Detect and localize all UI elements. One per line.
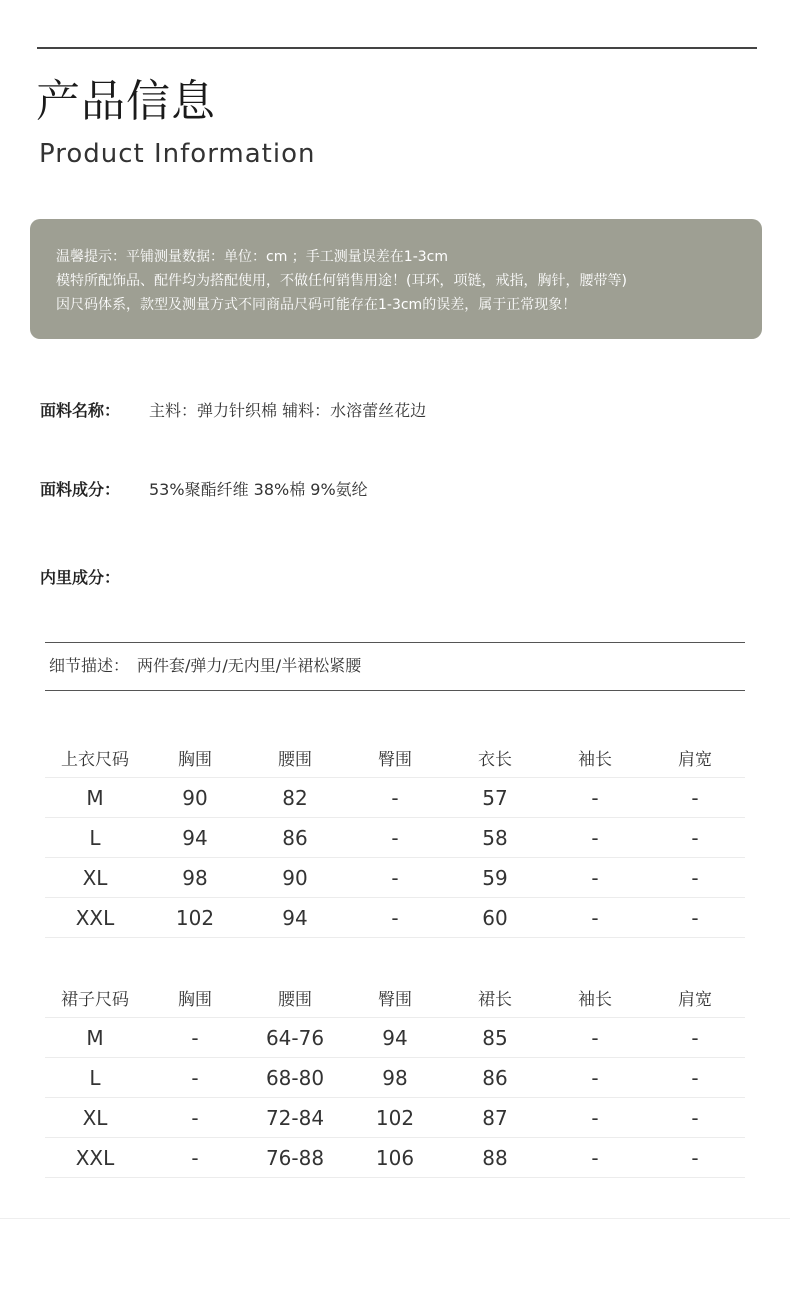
detail-value: 两件套/弹力/无内里/半裙松紧腰 [137, 656, 362, 675]
table-cell: 87 [445, 1098, 545, 1138]
top-divider [37, 47, 757, 49]
table-cell: - [545, 898, 645, 938]
table-cell: M [45, 1018, 145, 1058]
table-cell: M [45, 778, 145, 818]
table-cell: - [645, 1018, 745, 1058]
column-header: 袖长 [545, 738, 645, 778]
column-header: 胸围 [145, 738, 245, 778]
detail-row [49, 655, 361, 677]
table-cell: 59 [445, 858, 545, 898]
detail-top-divider [45, 642, 745, 643]
table-cell: - [645, 1098, 745, 1138]
skirt-size-table [45, 978, 745, 1178]
table-row [45, 1098, 745, 1138]
table-cell: 90 [145, 778, 245, 818]
table-cell: - [145, 1018, 245, 1058]
column-header: 衣长 [445, 738, 545, 778]
table-cell: - [145, 1098, 245, 1138]
table-cell: - [645, 1138, 745, 1178]
table-header-row [45, 978, 745, 1018]
table-cell: 86 [245, 818, 345, 858]
bottom-divider [0, 1218, 790, 1219]
column-header: 裙长 [445, 978, 545, 1018]
table-cell: 68-80 [245, 1058, 345, 1098]
table-row [45, 818, 745, 858]
table-cell: 102 [145, 898, 245, 938]
table-cell: - [345, 898, 445, 938]
column-header: 肩宽 [645, 978, 745, 1018]
table-cell: - [145, 1058, 245, 1098]
table-cell: - [345, 778, 445, 818]
fabric-name-label: 面料名称： [40, 401, 121, 420]
table-row [45, 898, 745, 938]
column-header: 臀围 [345, 978, 445, 1018]
table-cell: - [645, 818, 745, 858]
table-cell: - [645, 1058, 745, 1098]
notice-box [30, 219, 762, 339]
table-cell: 94 [145, 818, 245, 858]
table-cell: XXL [45, 898, 145, 938]
table-cell: 64-76 [245, 1018, 345, 1058]
table-cell: 60 [445, 898, 545, 938]
table-cell: 88 [445, 1138, 545, 1178]
table-cell: 57 [445, 778, 545, 818]
table-cell: 58 [445, 818, 545, 858]
lining-label: 内里成分： [40, 568, 121, 587]
table-row [45, 778, 745, 818]
table-cell: XL [45, 1098, 145, 1138]
table-row [45, 1018, 745, 1058]
table-cell: 94 [245, 898, 345, 938]
table-cell: - [145, 1138, 245, 1178]
column-header: 肩宽 [645, 738, 745, 778]
table-cell: L [45, 818, 145, 858]
table-cell: - [545, 818, 645, 858]
page-subtitle: Product Information [39, 139, 316, 169]
fabric-composition-value: 53%聚酯纤维 38%棉 9%氨纶 [149, 480, 368, 499]
top-size-table [45, 738, 745, 938]
page-title: 产品信息 [36, 76, 216, 127]
table-cell: 98 [145, 858, 245, 898]
table-cell: XL [45, 858, 145, 898]
fabric-composition-row [40, 479, 368, 501]
table-cell: - [645, 778, 745, 818]
table-cell: - [545, 1138, 645, 1178]
table-row [45, 1058, 745, 1098]
lining-row [40, 567, 149, 589]
table-cell: 90 [245, 858, 345, 898]
table-cell: 72-84 [245, 1098, 345, 1138]
table-cell: - [345, 858, 445, 898]
table-cell: - [645, 858, 745, 898]
fabric-name-value: 主料：弹力针织棉 辅料：水溶蕾丝花边 [149, 401, 427, 420]
table-cell: - [545, 858, 645, 898]
detail-bottom-divider [45, 690, 745, 691]
table-cell: L [45, 1058, 145, 1098]
table-cell: 76-88 [245, 1138, 345, 1178]
table-cell: 86 [445, 1058, 545, 1098]
table-cell: 106 [345, 1138, 445, 1178]
notice-line: 模特所配饰品、配件均为搭配使用，不做任何销售用途！(耳环，项链，戒指，胸针，腰带等) [56, 273, 627, 289]
table-cell: 102 [345, 1098, 445, 1138]
table-row [45, 1138, 745, 1178]
column-header: 袖长 [545, 978, 645, 1018]
table-header-row [45, 738, 745, 778]
column-header: 腰围 [245, 978, 345, 1018]
table-cell: - [545, 1018, 645, 1058]
table-cell: 94 [345, 1018, 445, 1058]
table-cell: - [545, 1058, 645, 1098]
table-cell: - [345, 818, 445, 858]
notice-line: 温馨提示：平铺测量数据：单位：cm ；手工测量误差在1-3cm [56, 249, 448, 265]
table-cell: XXL [45, 1138, 145, 1178]
fabric-name-row [40, 400, 426, 422]
column-header: 臀围 [345, 738, 445, 778]
notice-line: 因尺码体系，款型及测量方式不同商品尺码可能存在1-3cm的误差，属于正常现象！ [56, 297, 577, 313]
table-cell: 82 [245, 778, 345, 818]
fabric-composition-label: 面料成分： [40, 480, 121, 499]
table-cell: - [545, 778, 645, 818]
table-cell: 98 [345, 1058, 445, 1098]
column-header: 胸围 [145, 978, 245, 1018]
table-row [45, 858, 745, 898]
column-header: 上衣尺码 [45, 738, 145, 778]
table-cell: 85 [445, 1018, 545, 1058]
column-header: 腰围 [245, 738, 345, 778]
detail-label: 细节描述： [49, 656, 130, 675]
column-header: 裙子尺码 [45, 978, 145, 1018]
table-cell: - [545, 1098, 645, 1138]
table-cell: - [645, 898, 745, 938]
